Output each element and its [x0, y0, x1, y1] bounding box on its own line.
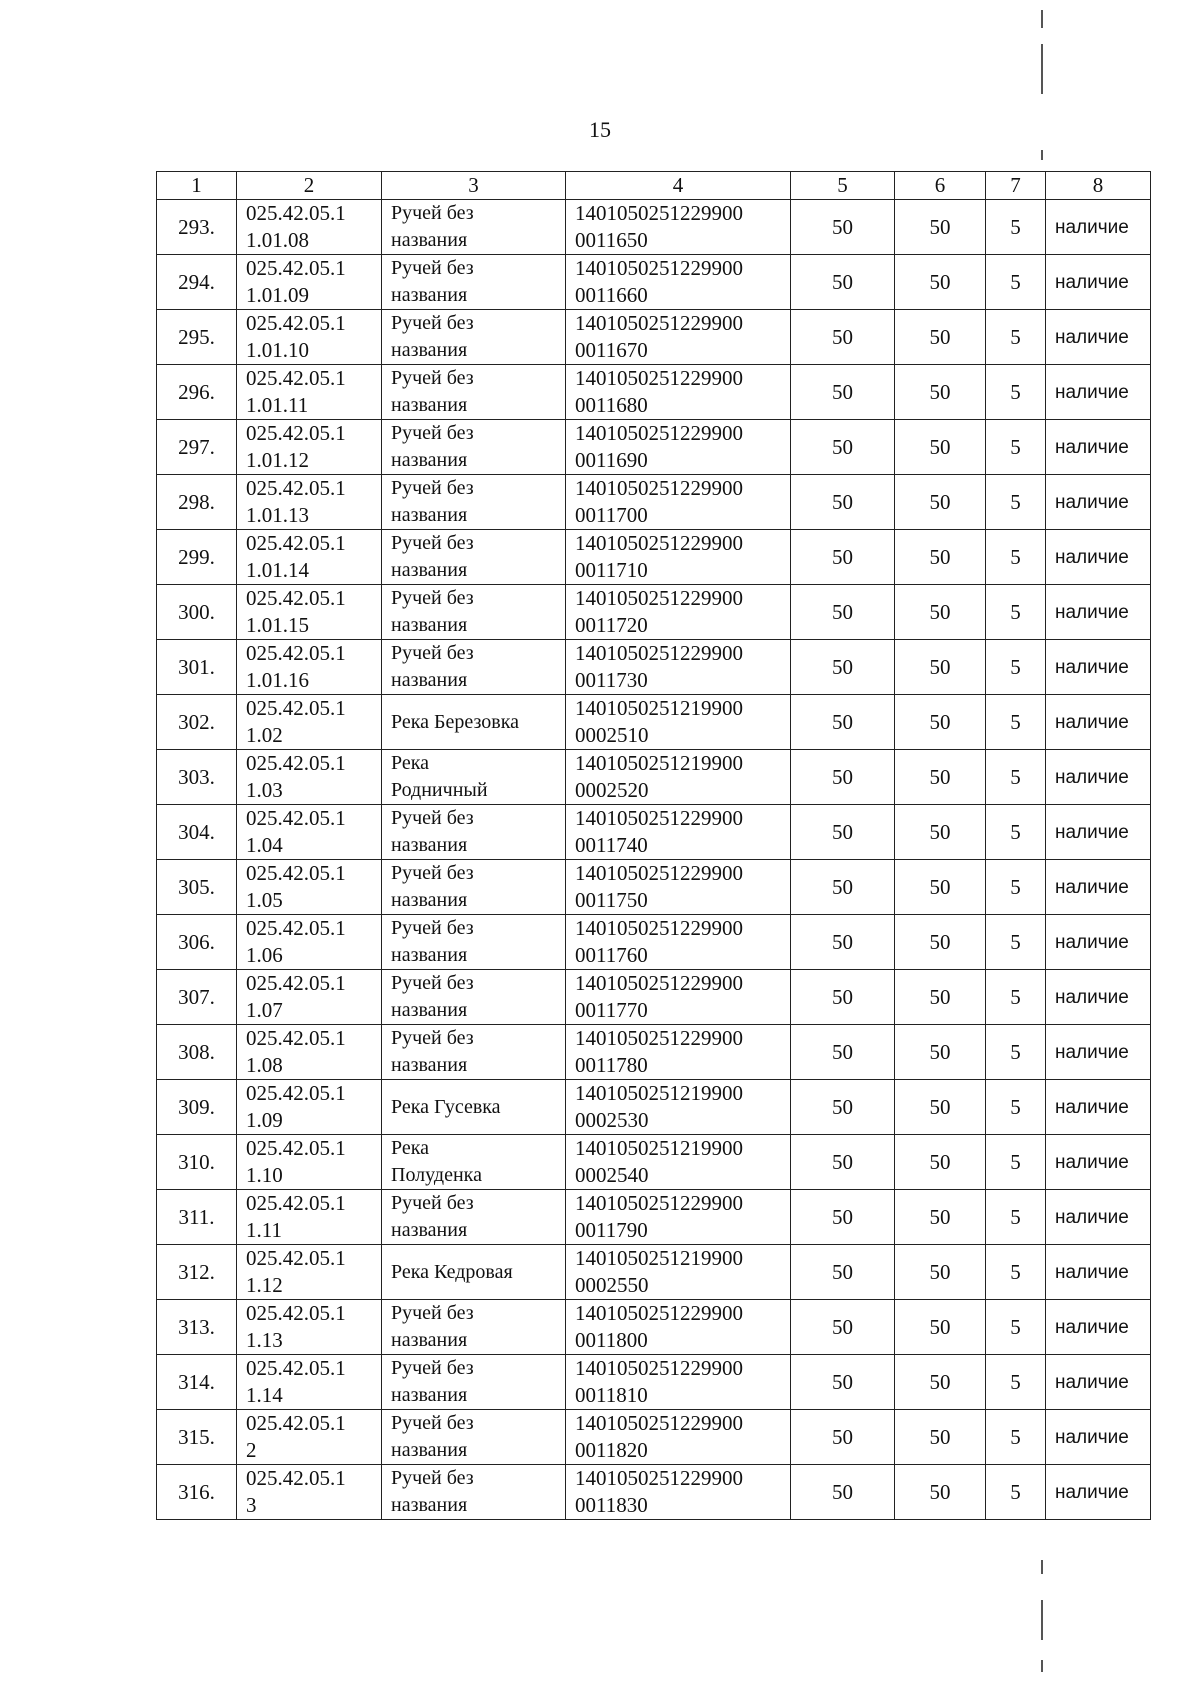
presence-status: наличие	[1046, 200, 1151, 255]
object-code: 025.42.05.1 1.11	[237, 1190, 382, 1245]
presence-status: наличие	[1046, 805, 1151, 860]
col6-value: 50	[895, 1135, 986, 1190]
scan-edge-mark	[1041, 10, 1043, 28]
registry-id: 1401050251229900 0011700	[566, 475, 791, 530]
object-code: 025.42.05.1 1.13	[237, 1300, 382, 1355]
row-number: 316.	[157, 1465, 237, 1520]
col5-value: 50	[791, 1410, 895, 1465]
col7-value: 5	[986, 200, 1046, 255]
object-code: 025.42.05.1 1.01.16	[237, 640, 382, 695]
col7-value: 5	[986, 695, 1046, 750]
registry-id: 1401050251219900 0002510	[566, 695, 791, 750]
presence-status: наличие	[1046, 640, 1151, 695]
row-number: 294.	[157, 255, 237, 310]
registry-id: 1401050251229900 0011650	[566, 200, 791, 255]
col5-value: 50	[791, 695, 895, 750]
col6-value: 50	[895, 530, 986, 585]
col7-value: 5	[986, 530, 1046, 585]
row-number: 301.	[157, 640, 237, 695]
col6-value: 50	[895, 200, 986, 255]
scan-edge-mark	[1041, 1660, 1043, 1672]
column-header: 1	[157, 172, 237, 200]
object-code: 025.42.05.1 1.01.15	[237, 585, 382, 640]
object-name: Ручей без названия	[382, 365, 566, 420]
col6-value: 50	[895, 640, 986, 695]
row-number: 311.	[157, 1190, 237, 1245]
object-name: Ручей без названия	[382, 585, 566, 640]
presence-status: наличие	[1046, 1300, 1151, 1355]
column-header: 6	[895, 172, 986, 200]
registry-id: 1401050251229900 0011810	[566, 1355, 791, 1410]
presence-status: наличие	[1046, 1465, 1151, 1520]
col7-value: 5	[986, 1355, 1046, 1410]
table-row	[157, 310, 1151, 365]
column-header: 5	[791, 172, 895, 200]
object-code: 025.42.05.1 1.09	[237, 1080, 382, 1135]
object-code: 025.42.05.1 1.04	[237, 805, 382, 860]
table-row	[157, 1245, 1151, 1300]
table-row	[157, 695, 1151, 750]
presence-status: наличие	[1046, 970, 1151, 1025]
presence-status: наличие	[1046, 1190, 1151, 1245]
object-name: Река Родничный	[382, 750, 566, 805]
col5-value: 50	[791, 640, 895, 695]
presence-status: наличие	[1046, 530, 1151, 585]
col6-value: 50	[895, 805, 986, 860]
col7-value: 5	[986, 860, 1046, 915]
object-code: 025.42.05.1 1.02	[237, 695, 382, 750]
registry-id: 1401050251229900 0011690	[566, 420, 791, 475]
col6-value: 50	[895, 695, 986, 750]
col6-value: 50	[895, 1465, 986, 1520]
registry-id: 1401050251229900 0011780	[566, 1025, 791, 1080]
object-name: Река Гусевка	[382, 1080, 566, 1135]
presence-status: наличие	[1046, 475, 1151, 530]
registry-id: 1401050251229900 0011720	[566, 585, 791, 640]
row-number: 307.	[157, 970, 237, 1025]
col7-value: 5	[986, 1025, 1046, 1080]
object-code: 025.42.05.1 2	[237, 1410, 382, 1465]
col6-value: 50	[895, 1300, 986, 1355]
object-name: Ручей без названия	[382, 915, 566, 970]
row-number: 309.	[157, 1080, 237, 1135]
object-name: Ручей без названия	[382, 805, 566, 860]
scan-edge-mark	[1041, 1600, 1043, 1640]
registry-id: 1401050251229900 0011770	[566, 970, 791, 1025]
object-name: Ручей без названия	[382, 1410, 566, 1465]
column-header: 7	[986, 172, 1046, 200]
registry-id: 1401050251229900 0011670	[566, 310, 791, 365]
presence-status: наличие	[1046, 1025, 1151, 1080]
table-row	[157, 585, 1151, 640]
object-name: Ручей без названия	[382, 255, 566, 310]
col6-value: 50	[895, 310, 986, 365]
table-row	[157, 1410, 1151, 1465]
col5-value: 50	[791, 1245, 895, 1300]
scan-edge-mark	[1041, 1560, 1043, 1574]
table-row	[157, 1465, 1151, 1520]
col7-value: 5	[986, 365, 1046, 420]
row-number: 313.	[157, 1300, 237, 1355]
row-number: 314.	[157, 1355, 237, 1410]
table-row	[157, 1190, 1151, 1245]
object-code: 025.42.05.1 1.07	[237, 970, 382, 1025]
table-row	[157, 1300, 1151, 1355]
row-number: 308.	[157, 1025, 237, 1080]
col7-value: 5	[986, 1135, 1046, 1190]
col7-value: 5	[986, 970, 1046, 1025]
registry-id: 1401050251229900 0011790	[566, 1190, 791, 1245]
row-number: 304.	[157, 805, 237, 860]
object-name: Река Полуденка	[382, 1135, 566, 1190]
page-number: 15	[589, 117, 611, 142]
row-number: 296.	[157, 365, 237, 420]
object-name: Ручей без названия	[382, 640, 566, 695]
table-row	[157, 640, 1151, 695]
presence-status: наличие	[1046, 1410, 1151, 1465]
object-name: Река Березовка	[382, 695, 566, 750]
registry-id: 1401050251219900 0002540	[566, 1135, 791, 1190]
col6-value: 50	[895, 420, 986, 475]
table-row	[157, 420, 1151, 475]
registry-id: 1401050251229900 0011740	[566, 805, 791, 860]
col5-value: 50	[791, 860, 895, 915]
col5-value: 50	[791, 1190, 895, 1245]
col7-value: 5	[986, 475, 1046, 530]
registry-id: 1401050251229900 0011750	[566, 860, 791, 915]
presence-status: наличие	[1046, 420, 1151, 475]
table-row	[157, 1080, 1151, 1135]
col5-value: 50	[791, 750, 895, 805]
table-row	[157, 750, 1151, 805]
col6-value: 50	[895, 1410, 986, 1465]
table-row	[157, 255, 1151, 310]
col6-value: 50	[895, 915, 986, 970]
column-header: 8	[1046, 172, 1151, 200]
col6-value: 50	[895, 255, 986, 310]
col7-value: 5	[986, 1300, 1046, 1355]
object-name: Ручей без названия	[382, 1300, 566, 1355]
col5-value: 50	[791, 805, 895, 860]
row-number: 315.	[157, 1410, 237, 1465]
object-name: Ручей без названия	[382, 475, 566, 530]
col5-value: 50	[791, 420, 895, 475]
col7-value: 5	[986, 1080, 1046, 1135]
registry-id: 1401050251229900 0011660	[566, 255, 791, 310]
column-header: 4	[566, 172, 791, 200]
row-number: 302.	[157, 695, 237, 750]
table-row	[157, 970, 1151, 1025]
registry-id: 1401050251219900 0002520	[566, 750, 791, 805]
col5-value: 50	[791, 970, 895, 1025]
col6-value: 50	[895, 1245, 986, 1300]
object-code: 025.42.05.1 1.01.12	[237, 420, 382, 475]
col7-value: 5	[986, 1245, 1046, 1300]
table-row	[157, 365, 1151, 420]
scan-edge-mark	[1041, 150, 1043, 160]
row-number: 293.	[157, 200, 237, 255]
col7-value: 5	[986, 585, 1046, 640]
col6-value: 50	[895, 1355, 986, 1410]
col6-value: 50	[895, 970, 986, 1025]
row-number: 295.	[157, 310, 237, 365]
object-code: 025.42.05.1 1.01.08	[237, 200, 382, 255]
presence-status: наличие	[1046, 365, 1151, 420]
col5-value: 50	[791, 1465, 895, 1520]
row-number: 310.	[157, 1135, 237, 1190]
presence-status: наличие	[1046, 750, 1151, 805]
col6-value: 50	[895, 585, 986, 640]
col5-value: 50	[791, 1355, 895, 1410]
scan-edge-mark	[1041, 44, 1043, 94]
table-row	[157, 860, 1151, 915]
row-number: 306.	[157, 915, 237, 970]
registry-id: 1401050251229900 0011760	[566, 915, 791, 970]
col5-value: 50	[791, 530, 895, 585]
row-number: 305.	[157, 860, 237, 915]
registry-id: 1401050251229900 0011710	[566, 530, 791, 585]
col5-value: 50	[791, 1300, 895, 1355]
object-name: Река Кедровая	[382, 1245, 566, 1300]
registry-id: 1401050251229900 0011830	[566, 1465, 791, 1520]
presence-status: наличие	[1046, 915, 1151, 970]
col7-value: 5	[986, 1190, 1046, 1245]
table-row	[157, 200, 1151, 255]
registry-id: 1401050251229900 0011730	[566, 640, 791, 695]
col5-value: 50	[791, 365, 895, 420]
presence-status: наличие	[1046, 1135, 1151, 1190]
col7-value: 5	[986, 255, 1046, 310]
registry-id: 1401050251229900 0011800	[566, 1300, 791, 1355]
presence-status: наличие	[1046, 310, 1151, 365]
row-number: 300.	[157, 585, 237, 640]
col7-value: 5	[986, 310, 1046, 365]
presence-status: наличие	[1046, 1245, 1151, 1300]
table-row	[157, 915, 1151, 970]
presence-status: наличие	[1046, 255, 1151, 310]
col7-value: 5	[986, 915, 1046, 970]
object-name: Ручей без названия	[382, 310, 566, 365]
object-code: 025.42.05.1 1.01.10	[237, 310, 382, 365]
col7-value: 5	[986, 640, 1046, 695]
object-code: 025.42.05.1 1.08	[237, 1025, 382, 1080]
object-code: 025.42.05.1 1.12	[237, 1245, 382, 1300]
object-code: 025.42.05.1 1.05	[237, 860, 382, 915]
registry-id: 1401050251219900 0002530	[566, 1080, 791, 1135]
col6-value: 50	[895, 1080, 986, 1135]
object-code: 025.42.05.1 1.01.13	[237, 475, 382, 530]
presence-status: наличие	[1046, 860, 1151, 915]
table-header-row	[157, 172, 1151, 200]
col5-value: 50	[791, 915, 895, 970]
object-code: 025.42.05.1 1.10	[237, 1135, 382, 1190]
col6-value: 50	[895, 750, 986, 805]
col5-value: 50	[791, 310, 895, 365]
object-name: Ручей без названия	[382, 1465, 566, 1520]
col7-value: 5	[986, 1465, 1046, 1520]
object-name: Ручей без названия	[382, 420, 566, 475]
column-header: 2	[237, 172, 382, 200]
row-number: 303.	[157, 750, 237, 805]
col6-value: 50	[895, 365, 986, 420]
table-row	[157, 530, 1151, 585]
col7-value: 5	[986, 805, 1046, 860]
col7-value: 5	[986, 750, 1046, 805]
row-number: 297.	[157, 420, 237, 475]
water-objects-table	[156, 171, 1151, 1520]
presence-status: наличие	[1046, 585, 1151, 640]
object-name: Ручей без названия	[382, 530, 566, 585]
table-row	[157, 1135, 1151, 1190]
col6-value: 50	[895, 475, 986, 530]
object-code: 025.42.05.1 1.01.11	[237, 365, 382, 420]
table-row	[157, 805, 1151, 860]
object-code: 025.42.05.1 1.14	[237, 1355, 382, 1410]
col5-value: 50	[791, 1135, 895, 1190]
object-name: Ручей без названия	[382, 860, 566, 915]
presence-status: наличие	[1046, 1355, 1151, 1410]
presence-status: наличие	[1046, 695, 1151, 750]
object-code: 025.42.05.1 3	[237, 1465, 382, 1520]
col5-value: 50	[791, 255, 895, 310]
object-name: Ручей без названия	[382, 970, 566, 1025]
col7-value: 5	[986, 1410, 1046, 1465]
col6-value: 50	[895, 860, 986, 915]
col5-value: 50	[791, 1080, 895, 1135]
registry-id: 1401050251229900 0011820	[566, 1410, 791, 1465]
object-name: Ручей без названия	[382, 1190, 566, 1245]
object-code: 025.42.05.1 1.03	[237, 750, 382, 805]
row-number: 299.	[157, 530, 237, 585]
col5-value: 50	[791, 1025, 895, 1080]
presence-status: наличие	[1046, 1080, 1151, 1135]
object-code: 025.42.05.1 1.01.14	[237, 530, 382, 585]
table-row	[157, 1025, 1151, 1080]
col5-value: 50	[791, 475, 895, 530]
row-number: 312.	[157, 1245, 237, 1300]
object-name: Ручей без названия	[382, 1025, 566, 1080]
registry-id: 1401050251219900 0002550	[566, 1245, 791, 1300]
table-row	[157, 475, 1151, 530]
col5-value: 50	[791, 585, 895, 640]
col6-value: 50	[895, 1025, 986, 1080]
object-name: Ручей без названия	[382, 200, 566, 255]
col6-value: 50	[895, 1190, 986, 1245]
object-name: Ручей без названия	[382, 1355, 566, 1410]
table-row	[157, 1355, 1151, 1410]
object-code: 025.42.05.1 1.01.09	[237, 255, 382, 310]
col5-value: 50	[791, 200, 895, 255]
object-code: 025.42.05.1 1.06	[237, 915, 382, 970]
registry-id: 1401050251229900 0011680	[566, 365, 791, 420]
column-header: 3	[382, 172, 566, 200]
col7-value: 5	[986, 420, 1046, 475]
row-number: 298.	[157, 475, 237, 530]
